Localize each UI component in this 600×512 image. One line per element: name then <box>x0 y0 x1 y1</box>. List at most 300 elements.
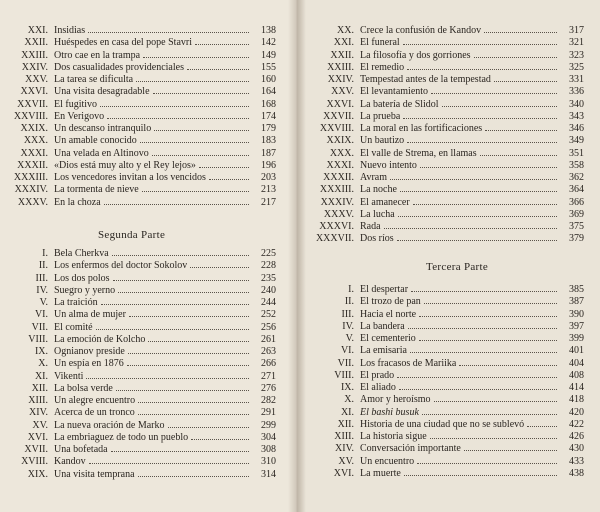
chapter-title: Huéspedes en casa del pope Stavri <box>54 37 193 49</box>
chapter-number: X. <box>38 358 48 370</box>
chapter-number: XXXI. <box>20 147 48 159</box>
page-number: 187 <box>261 147 276 159</box>
chapter-number: XIII. <box>28 395 48 406</box>
chapter-title: Una velada en Altinovo <box>54 147 149 159</box>
toc-entry <box>4 284 276 296</box>
chapter-title: Un alegre encuentro <box>54 395 136 406</box>
chapter-number: XXIII. <box>327 61 354 73</box>
chapter-title: La historia sigue <box>360 431 427 442</box>
chapter-number: IV. <box>36 284 48 296</box>
chapter-title: La prueba <box>360 110 401 122</box>
chapter-number: XXXII. <box>17 159 48 171</box>
toc-entry <box>4 406 276 418</box>
toc-entry <box>310 442 584 454</box>
chapter-number: I. <box>42 248 48 259</box>
chapter-number: XIV. <box>29 407 48 419</box>
chapter-title: Insidias <box>54 25 86 36</box>
toc-entry <box>310 455 584 467</box>
dot-leader <box>420 159 557 168</box>
chapter-number: XXVII. <box>323 110 354 122</box>
toc-entry <box>4 431 276 443</box>
page-number: 314 <box>261 468 276 480</box>
dot-leader <box>464 442 557 451</box>
page-number: 196 <box>261 159 276 171</box>
chapter-title: Una visita temprana <box>54 468 135 480</box>
chapter-number: XII. <box>337 418 354 430</box>
page-number: 149 <box>261 49 276 61</box>
dot-leader <box>190 259 249 268</box>
chapter-title: Nuevo intento <box>360 159 417 171</box>
page-number: 160 <box>261 74 276 85</box>
page-number: 217 <box>261 196 276 208</box>
dot-leader <box>140 134 249 143</box>
dot-leader <box>403 110 557 119</box>
toc-entry <box>4 419 276 431</box>
dot-leader <box>152 147 249 156</box>
toc-entry <box>310 24 584 36</box>
page-number: 346 <box>569 123 584 134</box>
toc-entry <box>4 443 276 455</box>
page-number: 422 <box>569 418 584 430</box>
chapter-title: Un bautizo <box>360 135 405 147</box>
toc-entry <box>310 220 584 232</box>
chapter-title: La muerte <box>360 467 401 479</box>
chapter-number: XXIII. <box>21 49 48 61</box>
chapter-number: II. <box>38 260 48 272</box>
dot-leader <box>128 345 249 354</box>
chapter-number: XXVI. <box>326 98 354 110</box>
chapter-number: XIX. <box>27 468 48 480</box>
page-number: 430 <box>569 443 584 455</box>
chapter-number: XXI. <box>27 25 48 36</box>
toc-entry <box>4 333 276 345</box>
chapter-title: La traición <box>54 297 98 308</box>
dot-leader <box>96 321 249 330</box>
toc-entry <box>310 467 584 479</box>
chapter-number: X. <box>344 394 354 406</box>
chapter-number: XXXIII. <box>319 184 354 196</box>
chapter-number: II. <box>344 296 354 308</box>
chapter-number: XX. <box>337 25 354 36</box>
dot-leader <box>434 393 557 402</box>
page-number: 252 <box>261 309 276 321</box>
page-number: 263 <box>261 346 276 357</box>
dot-leader <box>404 467 557 476</box>
chapter-title: La moral en las fortificaciones <box>360 123 483 134</box>
chapter-title: Los dos polos <box>54 272 110 284</box>
chapter-number: XXVIII. <box>319 123 354 134</box>
dot-leader <box>136 73 249 82</box>
chapter-number: XXV. <box>331 86 354 98</box>
page-number: 155 <box>261 61 276 73</box>
dot-leader <box>195 36 249 45</box>
page-number: 433 <box>569 455 584 467</box>
toc-entry <box>4 247 276 259</box>
page-number: 390 <box>569 308 584 320</box>
toc-entry <box>4 49 276 61</box>
page-number: 240 <box>261 284 276 296</box>
page-number: 183 <box>261 135 276 147</box>
chapter-number: I. <box>348 284 354 295</box>
page-number: 299 <box>261 419 276 431</box>
dot-leader <box>430 430 557 439</box>
chapter-title: La emisaria <box>360 345 407 357</box>
chapter-number: XVII. <box>24 444 48 455</box>
chapter-number: V. <box>345 333 354 344</box>
chapter-number: XV. <box>338 455 354 467</box>
chapter-title: El funeral <box>360 37 400 49</box>
dot-leader <box>138 406 249 415</box>
dot-leader <box>407 134 557 143</box>
toc-entry <box>4 98 276 110</box>
chapter-title: Los fracasos de Mariika <box>360 357 457 369</box>
chapter-title: Suegro y yerno <box>54 284 116 296</box>
toc-entry <box>310 308 584 320</box>
chapter-title: Los vencedores invitan a los vencidos <box>54 172 206 183</box>
chapter-number: III. <box>341 308 354 320</box>
dot-leader <box>397 369 557 378</box>
page-number: 358 <box>569 159 584 171</box>
toc-entry <box>4 357 276 369</box>
page-number: 362 <box>569 172 584 183</box>
chapter-number: XXIV. <box>327 74 354 85</box>
page-number: 349 <box>569 135 584 147</box>
toc-entry <box>310 418 584 430</box>
chapter-title: Un alma de mujer <box>54 309 126 321</box>
toc-entry <box>310 332 584 344</box>
dot-leader <box>399 381 557 390</box>
dot-leader <box>400 183 557 192</box>
chapter-number: III. <box>35 272 48 284</box>
dot-leader <box>89 455 249 464</box>
toc-entry <box>310 159 584 171</box>
page-number: 138 <box>261 25 276 36</box>
toc-entry <box>4 24 276 36</box>
toc-entry <box>310 49 584 61</box>
chapter-number: VI. <box>340 345 354 357</box>
toc-entry <box>310 320 584 332</box>
dot-leader <box>397 232 557 241</box>
dot-leader <box>390 171 557 180</box>
dot-leader <box>107 110 249 119</box>
dot-leader <box>143 49 249 58</box>
chapter-title: El valle de Strema, en llamas <box>360 147 477 159</box>
dot-leader <box>116 382 249 391</box>
toc-list-part-one-end <box>4 24 276 208</box>
dot-leader <box>408 320 557 329</box>
chapter-number: XXXII. <box>323 172 354 183</box>
dot-leader <box>187 61 249 70</box>
dot-leader <box>104 196 249 205</box>
dot-leader <box>417 455 557 464</box>
toc-entry <box>4 321 276 333</box>
toc-entry <box>4 308 276 320</box>
chapter-number: VII. <box>337 357 354 369</box>
page-number: 369 <box>569 208 584 220</box>
chapter-number: XXVI. <box>20 86 48 98</box>
page-number: 308 <box>261 444 276 455</box>
chapter-number: XXXVI. <box>319 221 354 232</box>
toc-entry <box>4 394 276 406</box>
dot-leader <box>527 418 557 427</box>
chapter-title: Vikenti <box>54 370 84 382</box>
chapter-title: Una visita desagradable <box>54 86 150 98</box>
dot-leader <box>154 122 249 131</box>
chapter-title: Crece la confusión de Kandov <box>360 25 482 36</box>
chapter-title: La embriaguez de todo un pueblo <box>54 431 189 443</box>
chapter-title: Amor y heroísmo <box>360 394 431 406</box>
chapter-title: Tempestad antes de la tempestad <box>360 74 491 85</box>
toc-entry <box>310 196 584 208</box>
chapter-number: XXVII. <box>17 98 48 110</box>
toc-entry <box>310 369 584 381</box>
chapter-title: La filosofía y dos gorriones <box>360 49 471 61</box>
dot-leader <box>142 183 249 192</box>
toc-entry <box>310 61 584 73</box>
chapter-number: VIII. <box>28 333 48 345</box>
dot-leader <box>485 122 557 131</box>
chapter-title: En la choza <box>54 196 101 208</box>
page-number: 343 <box>569 110 584 122</box>
toc-entry <box>4 73 276 85</box>
page-number: 291 <box>261 407 276 419</box>
toc-entry <box>4 183 276 195</box>
toc-entry <box>310 208 584 220</box>
dot-leader <box>138 394 249 403</box>
chapter-number: XXIV. <box>21 61 48 73</box>
toc-entry <box>4 110 276 122</box>
page-number: 213 <box>261 184 276 196</box>
chapter-title: La emoción de Kolcho <box>54 333 146 345</box>
page-number: 414 <box>569 382 584 393</box>
page-number: 225 <box>261 248 276 259</box>
chapter-number: XXI. <box>333 37 354 49</box>
toc-entry <box>4 259 276 271</box>
toc-entry <box>310 283 584 295</box>
chapter-number: XI. <box>340 406 354 418</box>
page-number: 174 <box>261 110 276 122</box>
page-number: 385 <box>569 284 584 295</box>
page-number: 340 <box>569 98 584 110</box>
page-number: 404 <box>569 357 584 369</box>
chapter-title: Kandov <box>54 456 86 468</box>
chapter-title: «Dios está muy alto y el Rey lejos» <box>54 159 196 171</box>
chapter-number: VI. <box>34 309 48 321</box>
toc-entry <box>310 232 584 244</box>
toc-list-part-two <box>4 247 276 480</box>
page-number: 399 <box>569 333 584 344</box>
chapter-number: XXXIII. <box>13 172 48 183</box>
chapter-number: XVI. <box>27 431 48 443</box>
dot-leader <box>419 308 557 317</box>
toc-entry <box>4 468 276 480</box>
dot-leader <box>410 344 557 353</box>
dot-leader <box>442 98 557 107</box>
dot-leader <box>474 49 557 58</box>
dot-leader <box>411 283 557 292</box>
chapter-title: Otro cae en la trampa <box>54 49 141 61</box>
toc-entry <box>4 122 276 134</box>
chapter-number: XI. <box>34 370 48 382</box>
chapter-title: Un amable conocido <box>54 135 137 147</box>
chapter-number: XXV. <box>25 74 48 85</box>
toc-entry <box>310 134 584 146</box>
dot-leader <box>118 284 249 293</box>
dot-leader <box>398 208 557 217</box>
page-number: 351 <box>569 147 584 159</box>
toc-entry <box>310 147 584 159</box>
page-number: 375 <box>569 221 584 232</box>
dot-leader <box>112 247 249 256</box>
toc-entry <box>4 382 276 394</box>
chapter-number: XXXIV. <box>320 196 354 208</box>
toc-entry <box>310 406 584 418</box>
chapter-title: Dos ríos <box>360 233 394 245</box>
toc-entry <box>310 381 584 393</box>
dot-leader <box>494 73 557 82</box>
toc-entry <box>310 98 584 110</box>
page-number: 364 <box>569 184 584 196</box>
page-number: 366 <box>569 196 584 208</box>
toc-entry <box>4 455 276 467</box>
chapter-title: Una bofetada <box>54 444 108 455</box>
toc-entry <box>310 36 584 48</box>
dot-leader <box>403 36 557 45</box>
chapter-title: El amanecer <box>360 196 410 208</box>
page-number: 401 <box>569 345 584 357</box>
page-number: 282 <box>261 395 276 406</box>
chapter-title: La bandera <box>360 320 405 332</box>
page-number: 256 <box>261 321 276 333</box>
chapter-title: Bela Cherkva <box>54 248 109 259</box>
dot-leader <box>148 333 249 342</box>
dot-leader <box>384 220 557 229</box>
book-gutter-shadow <box>288 0 306 512</box>
chapter-title: Dos casualidades providenciales <box>54 61 184 73</box>
toc-entry <box>4 196 276 208</box>
toc-entry <box>310 110 584 122</box>
chapter-number: XXXI. <box>326 159 354 171</box>
toc-entry <box>310 171 584 183</box>
toc-entry <box>4 296 276 308</box>
dot-leader <box>113 272 249 281</box>
page-number: 164 <box>261 86 276 98</box>
chapter-number: XXII. <box>330 49 354 61</box>
toc-entry <box>4 85 276 97</box>
chapter-number: XIV. <box>335 443 354 455</box>
toc-entry <box>4 345 276 357</box>
toc-entry <box>4 159 276 171</box>
dot-leader <box>424 295 557 304</box>
chapter-number: XIII. <box>334 431 354 442</box>
chapter-title: La bolsa verde <box>54 382 113 394</box>
page-number: 228 <box>261 260 276 272</box>
chapter-title: El cementerio <box>360 333 416 344</box>
chapter-title: Conversación importante <box>360 443 461 455</box>
chapter-number: XXII. <box>24 37 48 49</box>
page-number: 276 <box>261 382 276 394</box>
page-number: 203 <box>261 172 276 183</box>
chapter-number: XXXVII. <box>315 233 354 245</box>
dot-leader <box>199 159 249 168</box>
toc-entry <box>310 430 584 442</box>
page-number: 304 <box>261 431 276 443</box>
chapter-title: Un descanso intranquilo <box>54 123 152 134</box>
dot-leader <box>168 419 249 428</box>
page-number: 426 <box>569 431 584 442</box>
page-number: 418 <box>569 394 584 406</box>
page-number: 266 <box>261 358 276 370</box>
dot-leader <box>484 24 557 33</box>
chapter-number: XVIII. <box>21 456 48 468</box>
page-number: 317 <box>569 25 584 36</box>
chapter-title: Rada <box>360 221 381 232</box>
toc-entry <box>310 73 584 85</box>
toc-entry <box>310 122 584 134</box>
chapter-number: XVI. <box>333 467 354 479</box>
toc-entry <box>4 147 276 159</box>
toc-list-part-two-end <box>310 24 584 245</box>
page-number: 310 <box>261 456 276 468</box>
dot-leader <box>127 357 249 366</box>
chapter-title: Ognianov preside <box>54 346 125 357</box>
chapter-title: La lucha <box>360 208 395 220</box>
dot-leader <box>419 332 557 341</box>
toc-entry <box>310 183 584 195</box>
toc-entry <box>4 272 276 284</box>
dot-leader <box>111 443 249 452</box>
chapter-title: Un encuentro <box>360 455 415 467</box>
toc-entry <box>4 370 276 382</box>
chapter-title: Los enfermos del doctor Sokolov <box>54 260 188 272</box>
chapter-title: El comité <box>54 321 93 333</box>
page-number: 408 <box>569 369 584 381</box>
page-number: 168 <box>261 98 276 110</box>
dot-leader <box>459 357 557 366</box>
chapter-title: La nueva oración de Marko <box>54 419 165 431</box>
chapter-title: El prado <box>360 369 395 381</box>
page-number: 438 <box>569 467 584 479</box>
chapter-title: El remedio <box>360 61 405 73</box>
chapter-number: VIII. <box>334 369 354 381</box>
left-page <box>0 0 296 512</box>
chapter-title: La batería de Slidol <box>360 98 439 110</box>
page-number: 387 <box>569 296 584 308</box>
toc-entry <box>4 36 276 48</box>
page-number: 244 <box>261 297 276 308</box>
dot-leader <box>407 61 557 70</box>
chapter-title: Un espía en 1876 <box>54 358 124 370</box>
chapter-title: El trozo de pan <box>360 296 421 308</box>
chapter-number: XXVIII. <box>13 110 48 122</box>
dot-leader <box>101 296 249 305</box>
page-number: 420 <box>569 406 584 418</box>
page-number: 379 <box>569 233 584 245</box>
toc-entry <box>4 171 276 183</box>
chapter-number: XII. <box>31 382 48 394</box>
chapter-title: El aliado <box>360 382 396 393</box>
chapter-title: Acerca de un tronco <box>54 407 135 419</box>
chapter-title: La noche <box>360 184 397 196</box>
page-number: 321 <box>569 37 584 49</box>
page-number: 397 <box>569 320 584 332</box>
dot-leader <box>138 468 249 477</box>
dot-leader <box>209 171 249 180</box>
chapter-number: IX. <box>340 382 354 393</box>
dot-leader <box>422 406 557 415</box>
chapter-title: Historia de una ciudad que no se sublevó <box>360 418 525 430</box>
right-page <box>296 0 600 512</box>
